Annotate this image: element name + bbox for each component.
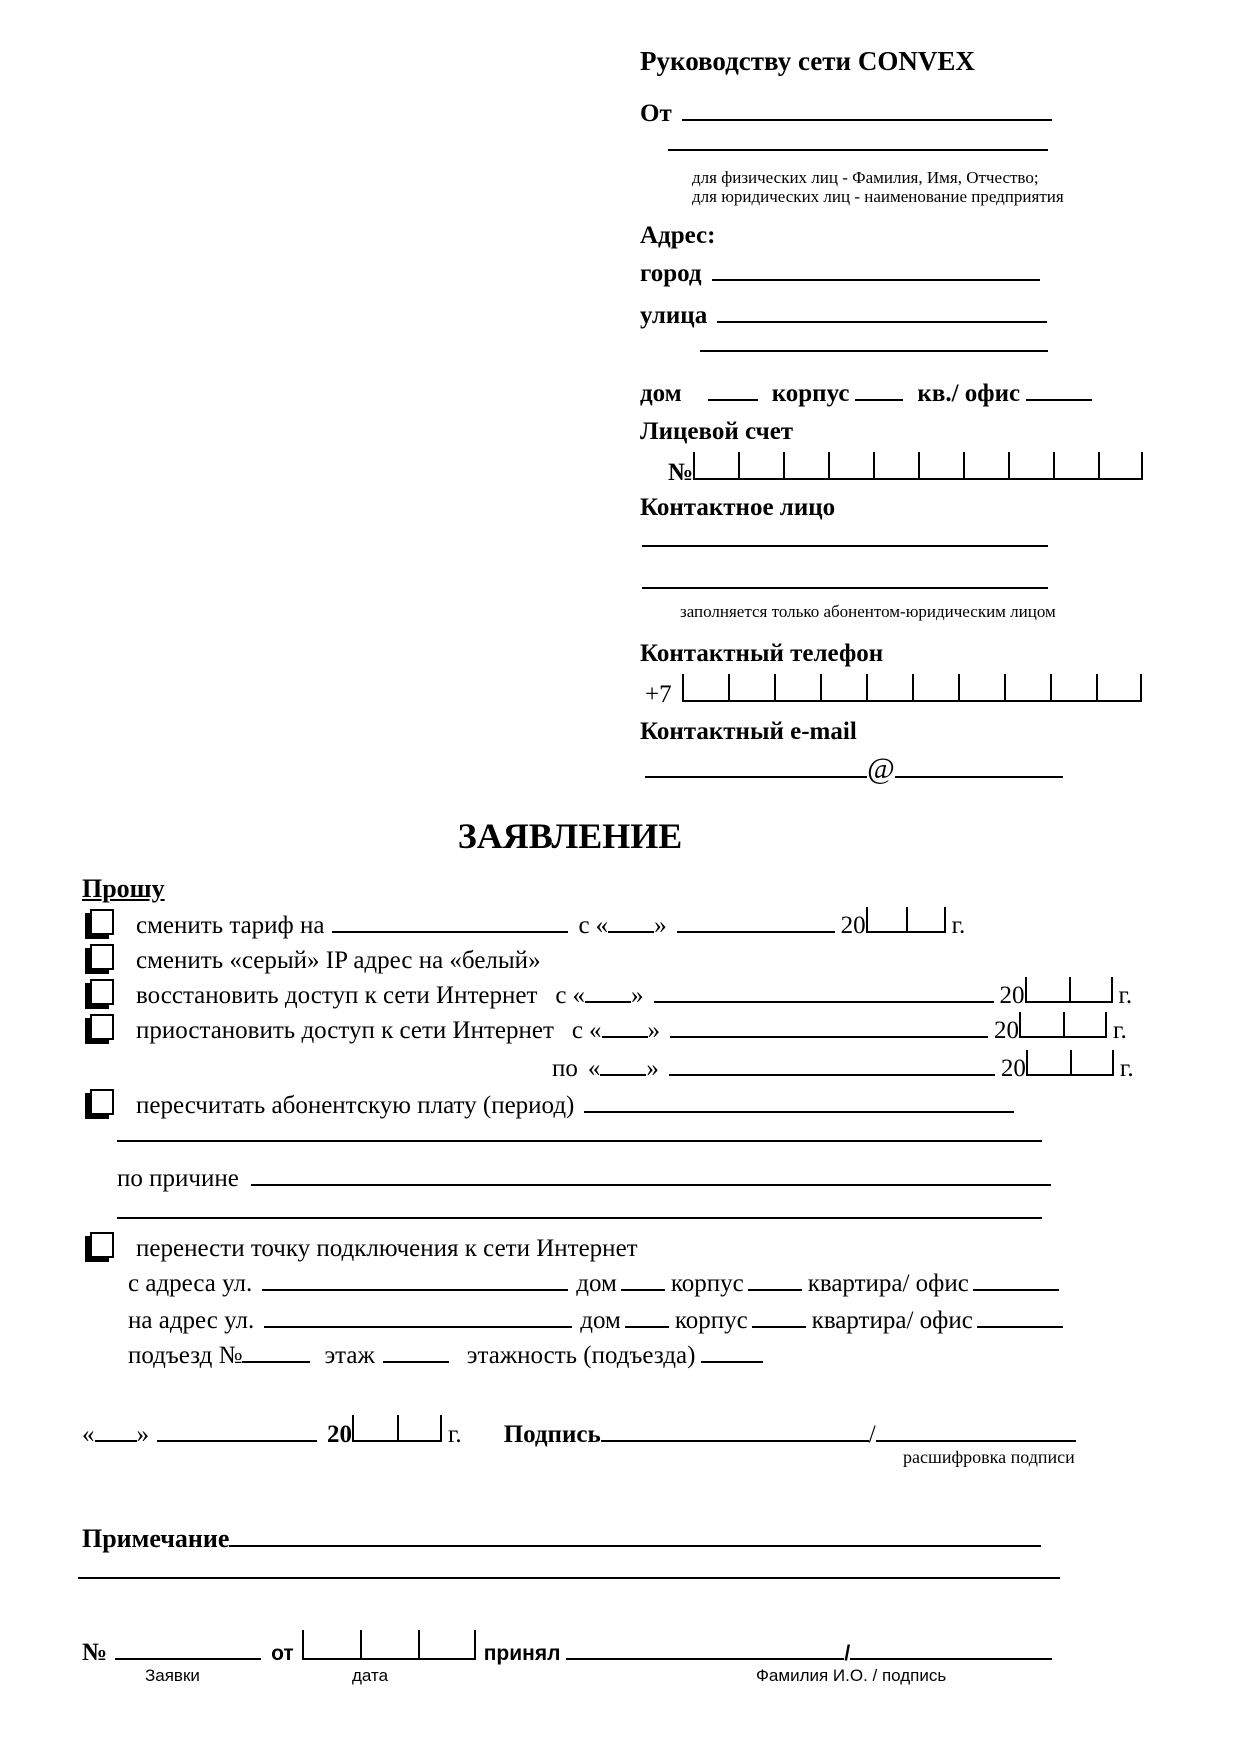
item-suspend-label: приостановить доступ к сети Интернет xyxy=(136,1017,554,1044)
request-label: Прошу xyxy=(82,874,165,903)
cell[interactable] xyxy=(682,674,728,702)
cell[interactable] xyxy=(1096,674,1142,702)
phone-cells[interactable] xyxy=(682,674,1142,702)
to-street-input[interactable] xyxy=(264,1323,572,1328)
cell[interactable] xyxy=(1069,977,1113,1003)
floor-label: этаж xyxy=(324,1342,375,1369)
phone-prefix: +7 xyxy=(645,681,672,708)
to-apt-label: квартира/ офис xyxy=(811,1307,973,1334)
quote-open: « xyxy=(82,1421,95,1448)
suspend-from-year-cells[interactable] xyxy=(1019,1012,1107,1038)
tariff-day-input[interactable] xyxy=(608,928,654,933)
note-input[interactable] xyxy=(229,1542,1041,1547)
suspend-to-year-cells[interactable] xyxy=(1026,1050,1114,1076)
building-input[interactable] xyxy=(855,396,903,401)
cell[interactable] xyxy=(866,907,906,933)
accepted-name-input[interactable] xyxy=(566,1655,844,1660)
cell[interactable] xyxy=(866,674,912,702)
account-no-sign: № xyxy=(668,459,694,486)
email-domain-input[interactable] xyxy=(895,773,1063,778)
accepted-sign-input[interactable] xyxy=(850,1655,1052,1660)
street-input[interactable] xyxy=(717,318,1047,323)
cell[interactable] xyxy=(1008,452,1053,480)
from-building-label: корпус xyxy=(670,1270,744,1297)
tariff-month-input[interactable] xyxy=(677,928,835,933)
quote-close: » xyxy=(654,912,667,939)
to-apt-input[interactable] xyxy=(977,1323,1063,1328)
reason-input-line2[interactable] xyxy=(117,1214,1042,1219)
cell[interactable] xyxy=(728,674,774,702)
contact-person-input-line2[interactable] xyxy=(642,584,1048,589)
house-label: дом xyxy=(640,380,682,407)
email-local-input[interactable] xyxy=(645,773,867,778)
year-suffix: г. xyxy=(448,1421,462,1448)
cell[interactable] xyxy=(397,1415,442,1442)
apt-office-label: кв./ офис xyxy=(917,380,1021,407)
entrance-input[interactable] xyxy=(242,1358,310,1363)
checkbox-suspend-access[interactable] xyxy=(90,1014,114,1040)
year-prefix: 20 xyxy=(840,912,866,939)
floors-label: этажность (подъезда) xyxy=(466,1342,696,1369)
to-building-input[interactable] xyxy=(752,1323,806,1328)
from-street-input[interactable] xyxy=(262,1286,568,1291)
tariff-name-input[interactable] xyxy=(332,928,568,933)
from-input-line2[interactable] xyxy=(668,146,1048,151)
from-apt-input[interactable] xyxy=(973,1286,1059,1291)
signature-name-input[interactable] xyxy=(876,1437,1076,1442)
year-prefix: 20 xyxy=(327,1421,352,1448)
address-label: Адрес: xyxy=(640,222,716,249)
apt-office-input[interactable] xyxy=(1026,396,1092,401)
cell[interactable] xyxy=(1025,977,1069,1003)
year-suffix: г. xyxy=(951,912,966,939)
from-house-input[interactable] xyxy=(621,1286,665,1291)
accepted-label: принял xyxy=(483,1642,561,1665)
date-from-token: с xyxy=(571,1017,584,1044)
date-from-token: с xyxy=(555,982,567,1009)
cell[interactable] xyxy=(1070,1050,1114,1076)
from-input[interactable] xyxy=(682,116,1052,121)
street-input-line2[interactable] xyxy=(700,347,1048,352)
note-label: Примечание xyxy=(82,1524,230,1553)
cell[interactable] xyxy=(1098,452,1143,480)
recalc-period-input-line2[interactable] xyxy=(117,1137,1042,1142)
restore-day-input[interactable] xyxy=(585,998,631,1003)
quote-close: » xyxy=(647,1017,661,1044)
suspend-from-month-input[interactable] xyxy=(670,1033,988,1038)
cell[interactable] xyxy=(820,674,866,702)
signature-caption: расшифровка подписи xyxy=(903,1447,1075,1467)
to-house-input[interactable] xyxy=(625,1323,669,1328)
cell[interactable] xyxy=(1053,452,1098,480)
quote-open: « xyxy=(572,982,585,1009)
from-building-input[interactable] xyxy=(748,1286,802,1291)
footer-caption-date: дата xyxy=(352,1666,389,1685)
suspend-to-month-input[interactable] xyxy=(669,1071,995,1076)
to-house-label: дом xyxy=(580,1307,621,1334)
cell[interactable] xyxy=(958,674,1004,702)
cell[interactable] xyxy=(1004,674,1050,702)
cell[interactable] xyxy=(906,907,946,933)
slash-token: / xyxy=(844,1642,851,1665)
cell[interactable] xyxy=(360,1630,418,1660)
cell[interactable] xyxy=(1019,1012,1063,1038)
slash-token: / xyxy=(868,1421,876,1448)
from-caption-line1: для физических лиц - Фамилия, Имя, Отчество; xyxy=(692,168,1039,187)
quote-open: « xyxy=(589,1017,602,1044)
cell[interactable] xyxy=(912,674,958,702)
floors-input[interactable] xyxy=(701,1358,763,1363)
form-title: ЗАЯВЛЕНИЕ xyxy=(457,816,683,856)
cell[interactable] xyxy=(828,452,873,480)
from-apt-label: квартира/ офис xyxy=(807,1270,969,1297)
sign-month-input[interactable] xyxy=(157,1437,317,1442)
recipient-heading: Руководству сети CONVEX xyxy=(640,46,975,76)
cell[interactable] xyxy=(1063,1012,1107,1038)
cell[interactable] xyxy=(963,452,1008,480)
suspend-from-day-input[interactable] xyxy=(602,1033,648,1038)
request-no-input[interactable] xyxy=(115,1655,261,1660)
cell[interactable] xyxy=(1026,1050,1070,1076)
house-input[interactable] xyxy=(708,396,758,401)
quote-open: « xyxy=(587,1055,601,1082)
quote-open: « xyxy=(595,912,609,939)
checkbox-recalc-fee[interactable] xyxy=(90,1089,114,1115)
request-no-sign: № xyxy=(82,1639,108,1666)
date-to-token: по xyxy=(552,1055,578,1082)
tariff-year-cells[interactable] xyxy=(866,907,946,933)
to-building-label: корпус xyxy=(674,1307,748,1334)
checkbox-move-connection[interactable] xyxy=(90,1232,114,1258)
note-input-line2[interactable] xyxy=(78,1574,1060,1579)
restore-year-cells[interactable] xyxy=(1025,977,1113,1003)
quote-close: » xyxy=(646,1055,659,1082)
cell[interactable] xyxy=(774,674,820,702)
cell[interactable] xyxy=(783,452,828,480)
reason-label: по причине xyxy=(117,1165,239,1192)
item-move-label: перенести точку подключения к сети Интернет xyxy=(136,1235,638,1262)
sign-year-cells[interactable] xyxy=(352,1415,442,1442)
city-label: город xyxy=(640,260,702,287)
cell[interactable] xyxy=(1050,674,1096,702)
from-label: От xyxy=(640,100,672,127)
footer-caption-name: Фамилия И.О. / подпись xyxy=(756,1666,947,1685)
suspend-to-day-input[interactable] xyxy=(600,1071,646,1076)
street-label: улица xyxy=(640,302,708,329)
year-suffix: г. xyxy=(1113,1017,1127,1044)
year-prefix: 20 xyxy=(1000,1055,1026,1082)
item-change-tariff-label: сменить тариф на xyxy=(136,912,325,939)
contact-person-input[interactable] xyxy=(642,542,1048,547)
year-suffix: г. xyxy=(1119,1055,1134,1082)
year-prefix: 20 xyxy=(999,982,1025,1009)
footer-from-label: от xyxy=(271,1642,294,1665)
footer-caption-request: Заявки xyxy=(145,1666,200,1685)
from-caption-line2: для юридических лиц - наименование предприятия xyxy=(692,187,1064,206)
account-number-cells[interactable] xyxy=(693,452,1143,480)
date-from-token: с xyxy=(578,912,590,939)
floor-input[interactable] xyxy=(383,1358,449,1363)
cell[interactable] xyxy=(918,452,963,480)
item-restore-label: восстановить доступ к сети Интернет xyxy=(136,982,538,1009)
contact-person-caption: заполняется только абонентом-юридическим лицом xyxy=(680,602,1056,621)
reason-input[interactable] xyxy=(251,1181,1051,1186)
phone-label: Контактный телефон xyxy=(640,640,884,667)
to-address-label: на адрес ул. xyxy=(128,1307,255,1334)
email-label: Контактный e-mail xyxy=(640,718,857,745)
cell[interactable] xyxy=(352,1415,397,1442)
email-at: @ xyxy=(867,752,895,785)
year-prefix: 20 xyxy=(994,1017,1020,1044)
cell[interactable] xyxy=(738,452,783,480)
city-input[interactable] xyxy=(712,276,1040,281)
item-change-ip-label: сменить «серый» IP адрес на «белый» xyxy=(136,947,541,974)
checkbox-change-ip[interactable] xyxy=(90,944,114,970)
cell[interactable] xyxy=(873,452,918,480)
checkbox-change-tariff[interactable] xyxy=(90,909,114,935)
restore-month-input[interactable] xyxy=(654,998,994,1003)
from-address-label: с адреса ул. xyxy=(128,1270,253,1297)
account-label: Лицевой счет xyxy=(640,418,794,445)
contact-person-label: Контактное лицо xyxy=(640,494,836,521)
quote-close: » xyxy=(631,982,644,1009)
signature-label: Подпись xyxy=(503,1421,601,1448)
footer-date-cells[interactable] xyxy=(302,1630,476,1660)
from-house-label: дом xyxy=(576,1270,617,1297)
recalc-period-input[interactable] xyxy=(584,1108,1014,1113)
sign-day-input[interactable] xyxy=(95,1437,137,1442)
signature-input[interactable] xyxy=(601,1437,869,1442)
cell[interactable] xyxy=(418,1630,476,1660)
cell[interactable] xyxy=(302,1630,360,1660)
checkbox-restore-access[interactable] xyxy=(90,979,114,1005)
building-label: корпус xyxy=(771,380,850,407)
entrance-label: подъезд № xyxy=(128,1342,243,1369)
item-recalc-label: пересчитать абонентскую плату (период) xyxy=(136,1092,575,1119)
year-suffix: г. xyxy=(1118,982,1133,1009)
quote-close: » xyxy=(136,1421,149,1448)
cell[interactable] xyxy=(693,452,738,480)
